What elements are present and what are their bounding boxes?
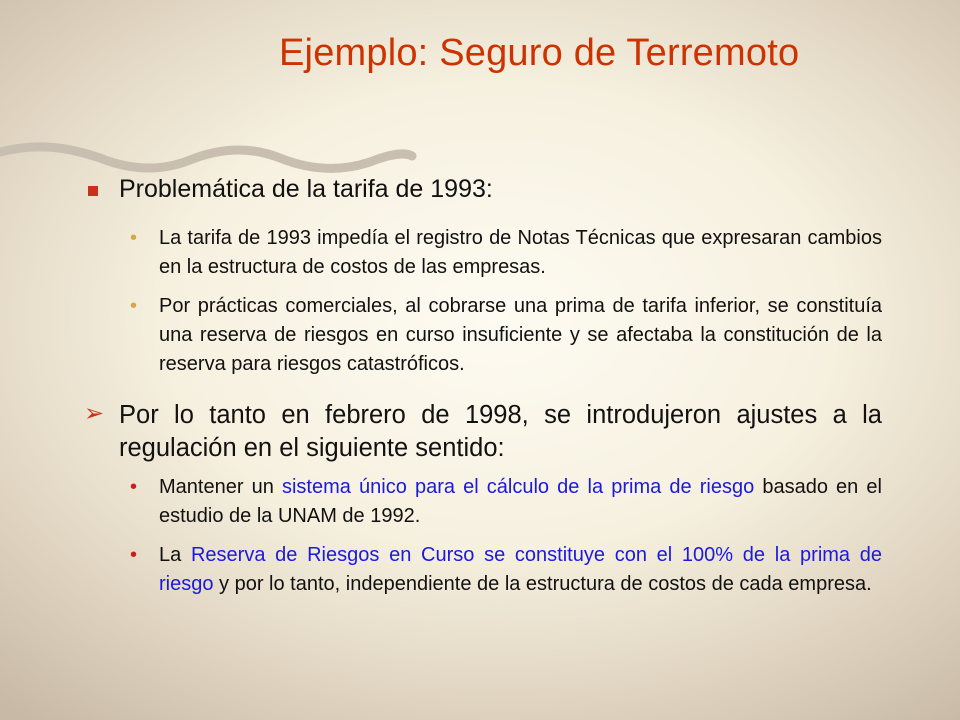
slide-title: Ejemplo: Seguro de Terremoto (279, 32, 800, 74)
square-bullet-icon (88, 186, 98, 196)
dot-bullet-icon: • (130, 227, 138, 249)
list-item (84, 473, 882, 531)
problematica-heading-item (84, 174, 882, 204)
list-item (84, 541, 882, 599)
problematica-bullet-1: La tarifa de 1993 impedía el registro de Notas Técnicas que expresaran cambios en la estructura de costos de las empresas. (159, 227, 882, 278)
list-item (84, 292, 882, 379)
dot-bullet-icon: • (130, 544, 138, 566)
problematica-bullet-2: Por prácticas comerciales, al cobrarse una prima de tarifa inferior, se constituía una reserva de riesgos en curso insuficiente y se afectaba la constitución de la reserva para riesgos catastróficos. (159, 295, 882, 375)
dot-bullet-icon: • (130, 476, 138, 498)
ajustes-bullet-1-rest: basado en el estudio de la UNAM de 1992. (159, 476, 882, 527)
ajustes-bullet-1-text: Mantener un (159, 476, 282, 498)
ajustes-bullet-1-emphasis: sistema único para el cálculo de la prima de riesgo (281, 476, 755, 498)
ajustes-bullet-2-text: La (159, 544, 191, 566)
list-item (84, 224, 882, 282)
ajustes-heading: Por lo tanto en febrero de 1998, se introdujeron ajustes a la regulación en el siguiente sentido: (119, 401, 882, 462)
dot-bullet-icon: • (130, 295, 138, 317)
ajustes-bullet-2-rest: y por lo tanto, independiente de la estructura de costos de cada empresa. (213, 573, 872, 595)
ajustes-heading-item (84, 399, 882, 465)
arrow-bullet-icon: ➢ (84, 400, 105, 427)
ajustes-bullet-2-emphasis: Reserva de Riesgos en Curso se constituye con el 100% de la prima de riesgo (159, 544, 882, 595)
problematica-heading: Problemática de la tarifa de 1993: (119, 175, 493, 203)
slide-content (84, 174, 882, 599)
